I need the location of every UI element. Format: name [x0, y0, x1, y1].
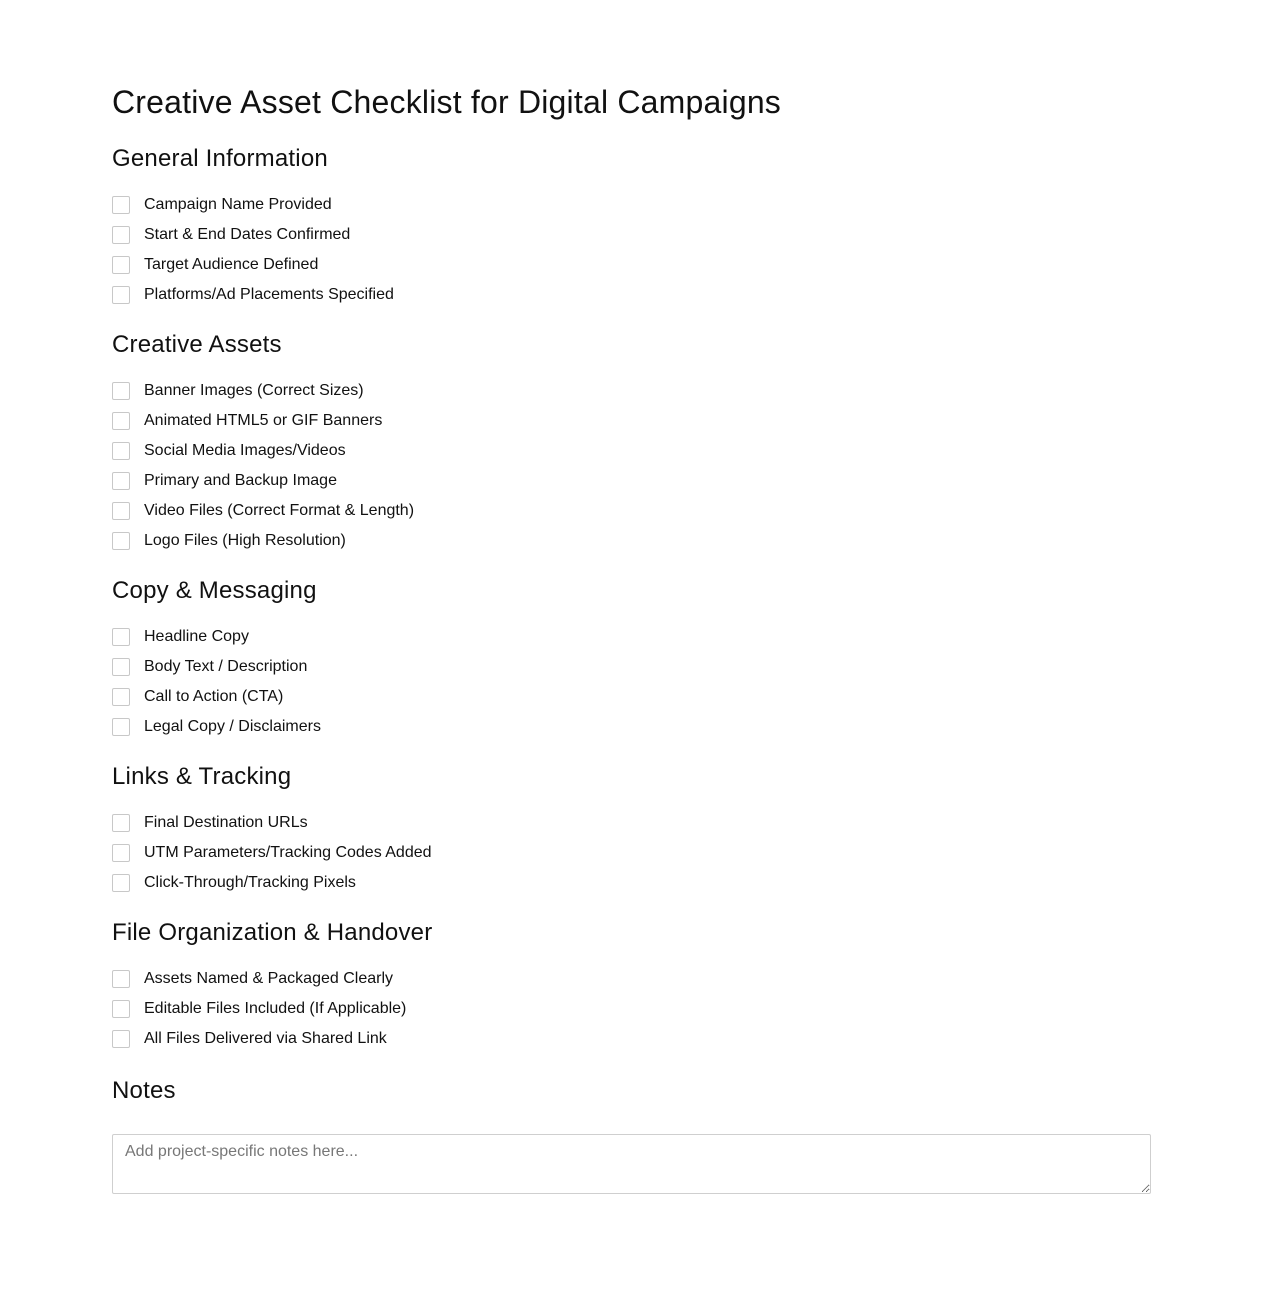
- checkbox-cta[interactable]: [112, 688, 130, 706]
- checklist-item-label[interactable]: Legal Copy / Disclaimers: [144, 718, 321, 735]
- checklist-item-label[interactable]: Campaign Name Provided: [144, 196, 332, 213]
- checklist: [112, 376, 1151, 556]
- checklist-item: [112, 652, 1151, 682]
- checkbox-target-audience[interactable]: [112, 256, 130, 274]
- checkbox-banner-images[interactable]: [112, 382, 130, 400]
- checklist-item: [112, 526, 1151, 556]
- checklist-item: [112, 1024, 1151, 1054]
- checklist-item-label[interactable]: Primary and Backup Image: [144, 472, 337, 489]
- notes-heading: Notes: [112, 1077, 176, 1104]
- section-copy-messaging: [112, 576, 1151, 742]
- checklist: [112, 622, 1151, 742]
- section-heading: Creative Assets: [112, 331, 282, 358]
- checkbox-social-media[interactable]: [112, 442, 130, 460]
- checkbox-editable-files[interactable]: [112, 1000, 130, 1018]
- checkbox-campaign-name[interactable]: [112, 196, 130, 214]
- checklist-item-label[interactable]: Click-Through/Tracking Pixels: [144, 874, 356, 891]
- checklist: [112, 190, 1151, 310]
- checkbox-primary-backup-image[interactable]: [112, 472, 130, 490]
- checklist-item: [112, 466, 1151, 496]
- section-heading: Copy & Messaging: [112, 577, 317, 604]
- checklist-item: [112, 406, 1151, 436]
- checkbox-body-text[interactable]: [112, 658, 130, 676]
- page-title: Creative Asset Checklist for Digital Campaigns: [112, 84, 782, 120]
- checkbox-animated-banners[interactable]: [112, 412, 130, 430]
- checklist-item: [112, 280, 1151, 310]
- checklist-item-label[interactable]: Social Media Images/Videos: [144, 442, 346, 459]
- section-file-organization: [112, 918, 1151, 1054]
- checklist-item: [112, 436, 1151, 466]
- checklist-item: [112, 682, 1151, 712]
- section-heading: General Information: [112, 145, 328, 172]
- checklist-item: [112, 622, 1151, 652]
- checklist-item: [112, 220, 1151, 250]
- checklist-item: [112, 376, 1151, 406]
- checkbox-destination-urls[interactable]: [112, 814, 130, 832]
- section-notes: [112, 1076, 1151, 1194]
- section-creative-assets: [112, 330, 1151, 556]
- checklist-item: [112, 838, 1151, 868]
- checkbox-utm-parameters[interactable]: [112, 844, 130, 862]
- checkbox-headline-copy[interactable]: [112, 628, 130, 646]
- checklist-item-label[interactable]: Headline Copy: [144, 628, 249, 645]
- checklist-item-label[interactable]: Final Destination URLs: [144, 814, 308, 831]
- notes-textarea[interactable]: [112, 1134, 1151, 1194]
- checkbox-assets-named[interactable]: [112, 970, 130, 988]
- checklist-item: [112, 868, 1151, 898]
- checklist-item-label[interactable]: UTM Parameters/Tracking Codes Added: [144, 844, 432, 861]
- checklist-item-label[interactable]: Video Files (Correct Format & Length): [144, 502, 415, 519]
- checkbox-video-files[interactable]: [112, 502, 130, 520]
- checklist-item-label[interactable]: Banner Images (Correct Sizes): [144, 382, 364, 399]
- section-general-information: [112, 144, 1151, 310]
- checklist-item-label[interactable]: Call to Action (CTA): [144, 688, 284, 705]
- checklist-item: [112, 250, 1151, 280]
- section-heading: Links & Tracking: [112, 763, 292, 790]
- checklist-item: [112, 808, 1151, 838]
- checklist-item: [112, 712, 1151, 742]
- checkbox-logo-files[interactable]: [112, 532, 130, 550]
- checkbox-tracking-pixels[interactable]: [112, 874, 130, 892]
- checklist-item-label[interactable]: Body Text / Description: [144, 658, 308, 675]
- checklist-item-label[interactable]: Target Audience Defined: [144, 256, 319, 273]
- checklist-item: [112, 496, 1151, 526]
- section-links-tracking: [112, 762, 1151, 898]
- checklist-item: [112, 190, 1151, 220]
- checklist-item-label[interactable]: All Files Delivered via Shared Link: [144, 1030, 387, 1047]
- checklist-item-label[interactable]: Start & End Dates Confirmed: [144, 226, 351, 243]
- checklist-item-label[interactable]: Animated HTML5 or GIF Banners: [144, 412, 383, 429]
- checklist: [112, 964, 1151, 1054]
- checklist-item-label[interactable]: Logo Files (High Resolution): [144, 532, 346, 549]
- checklist-item: [112, 994, 1151, 1024]
- checkbox-shared-link[interactable]: [112, 1030, 130, 1048]
- checklist-item: [112, 964, 1151, 994]
- checkbox-legal-copy[interactable]: [112, 718, 130, 736]
- checkbox-platforms-placements[interactable]: [112, 286, 130, 304]
- section-heading: File Organization & Handover: [112, 919, 433, 946]
- checklist-item-label[interactable]: Assets Named & Packaged Clearly: [144, 970, 393, 987]
- checklist: [112, 808, 1151, 898]
- checkbox-start-end-dates[interactable]: [112, 226, 130, 244]
- checklist-item-label[interactable]: Platforms/Ad Placements Specified: [144, 286, 394, 303]
- checklist-item-label[interactable]: Editable Files Included (If Applicable): [144, 1000, 407, 1017]
